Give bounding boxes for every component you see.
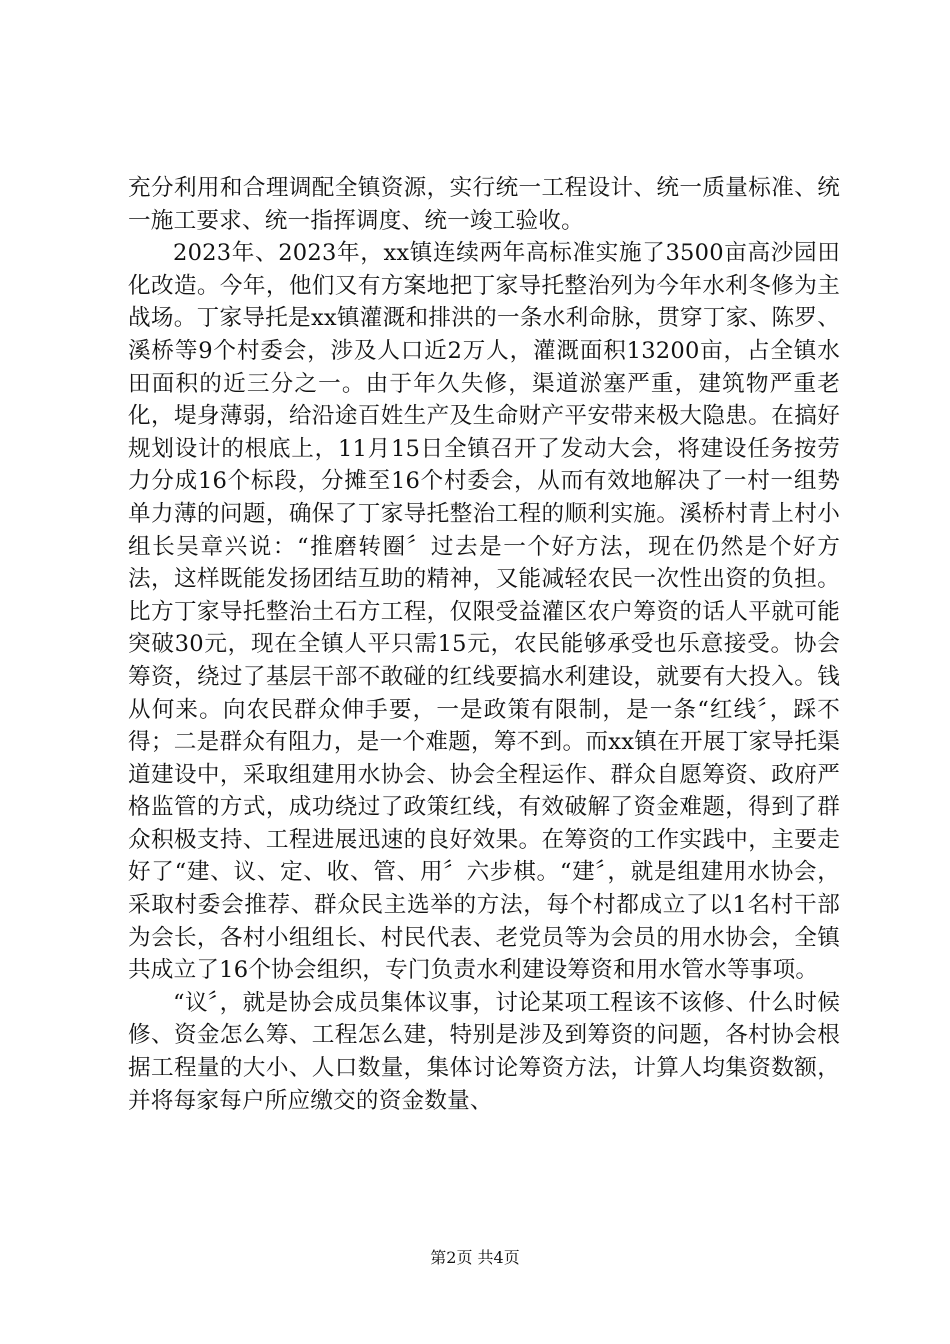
document-body bbox=[128, 172, 840, 1117]
paragraph-3: “议〞，就是协会成员集体议事，讨论某项工程该不该修、什么时候修、资金怎么筹、工程怎么建，特别是涉及到筹资的问题，各村协会根据工程量的大小、人口数量，集体讨论筹资方法，计算人均集资数额，并将每家每户所应缴交的资金数量、 bbox=[128, 989, 840, 1114]
paragraph-1: 充分利用和合理调配全镇资源，实行统一工程设计、统一质量标准、统一施工要求、统一指挥调度、统一竣工验收。 bbox=[128, 175, 840, 234]
page-footer: 第2页 共4页 bbox=[430, 1248, 520, 1267]
paragraph-2: 2023年、2023年，xx镇连续两年高标准实施了3500亩高沙园田化改造。今年，他们又有方案地把丁家导托整治列为今年水利冬修为主战场。丁家导托是xx镇灌溉和排洪的一条水利命脉，贯穿丁家、陈罗、溪桥等9个村委会，涉及人口近2万人，灌溉面积13200亩，占全镇水田面积的近三分之一。由于年久失修，渠道淤塞严重，建筑物严重老化，堤身薄弱，给沿途百姓生产及生命财产平安带来极大隐患。在搞好规划设计的根底上，11月15日全镇召开了发动大会，将建设任务按劳力分成16个标段，分摊至16个村委会，从而有效地解决了一村一组势单力薄的问题，确保了丁家导托整治工程的顺利实施。溪桥村青上村小组长吴章兴说：“推磨转圈〞过去是一个好方法，现在仍然是个好方法，这样既能发扬团结互助的精神，又能减轻农民一次性出资的负担。比方丁家导托整治土石方工程，仅限受益灌区农户筹资的话人平就可能突破30元，现在全镇人平只需15元，农民能够承受也乐意接受。协会筹资，绕过了基层干部不敢碰的红线要搞水利建设，就要有大投入。钱从何来。向农民群众伸手要，一是政策有限制，是一条“红线〞，踩不得；二是群众有阻力，是一个难题，筹不到。而xx镇在开展丁家导托渠道建设中，采取组建用水协会、协会全程运作、群众自愿筹资、政府严格监管的方式，成功绕过了政策红线，有效破解了资金难题，得到了群众积极支持、工程进展迅速的良好效果。在筹资的工作实践中，主要走好了“建、议、定、收、管、用〞六步棋。“建〞，就是组建用水协会，采取村委会推荐、群众民主选举的方法，每个村都成立了以1名村干部为会长，各村小组组长、村民代表、老党员等为会员的用水协会，全镇共成立了16个协会组织，专门负责水利建设筹资和用水管水等事项。 bbox=[128, 240, 840, 984]
